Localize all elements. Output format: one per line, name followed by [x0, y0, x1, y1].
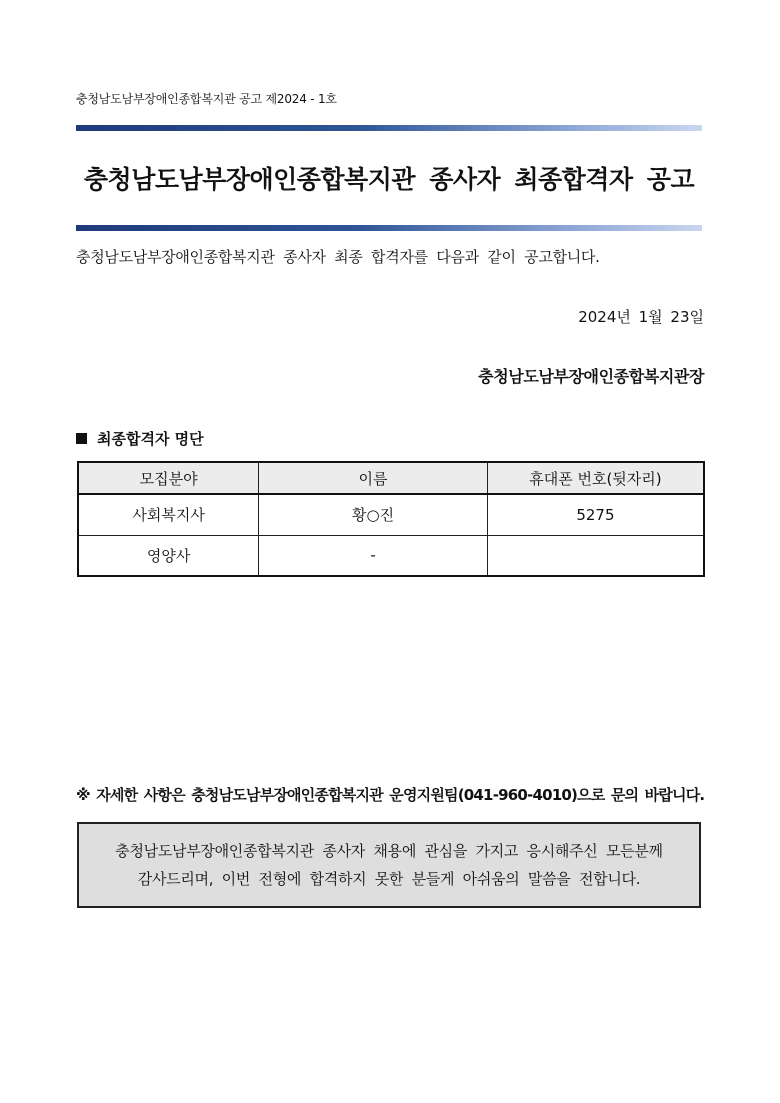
signer-name: 충청남도남부장애인종합복지관장: [478, 367, 704, 386]
page-title: 충청남도남부장애인종합복지관 종사자 최종합격자 공고: [83, 165, 695, 194]
closing-line-2: 감사드리며, 이번 전형에 합격하지 못한 분들게 아쉬움의 말씀을 전합니다.: [137, 870, 641, 888]
cell-name: 황○진: [259, 494, 488, 535]
title-top-rule: [76, 125, 702, 131]
closing-line-1: 충청남도남부장애인종합복지관 종사자 채용에 관심을 가지고 응시해주신 모든분께: [115, 842, 663, 860]
cell-phone: 5275: [487, 494, 704, 535]
black-square-icon: [76, 433, 87, 444]
cell-name: -: [259, 535, 488, 576]
section-heading-label: 최종합격자 명단: [97, 430, 204, 448]
cell-field: 사회복지사: [78, 494, 259, 535]
table-row: [78, 494, 704, 535]
notice-number: 충청남도남부장애인종합복지관 공고 제2024 - 1호: [76, 92, 337, 106]
closing-message-box: [77, 822, 701, 908]
final-candidates-table: [77, 461, 705, 577]
notice-date: 2024년 1월 23일: [578, 308, 704, 326]
section-heading: [76, 428, 204, 449]
cell-field: 영양사: [78, 535, 259, 576]
cell-phone: [487, 535, 704, 576]
column-header-field: 모집분야: [78, 462, 259, 494]
table-header-row: [78, 462, 704, 494]
contact-note: ※ 자세한 사항은 충청남도남부장애인종합복지관 운영지원팀(041-960-4010)으로 문의 바랍니다.: [76, 786, 705, 804]
column-header-phone: 휴대폰 번호(뒷자리): [487, 462, 704, 494]
table-row: [78, 535, 704, 576]
column-header-name: 이름: [259, 462, 488, 494]
intro-text: 충청남도남부장애인종합복지관 종사자 최종 합격자를 다음과 같이 공고합니다.: [76, 248, 600, 266]
title-bottom-rule: [76, 225, 702, 231]
